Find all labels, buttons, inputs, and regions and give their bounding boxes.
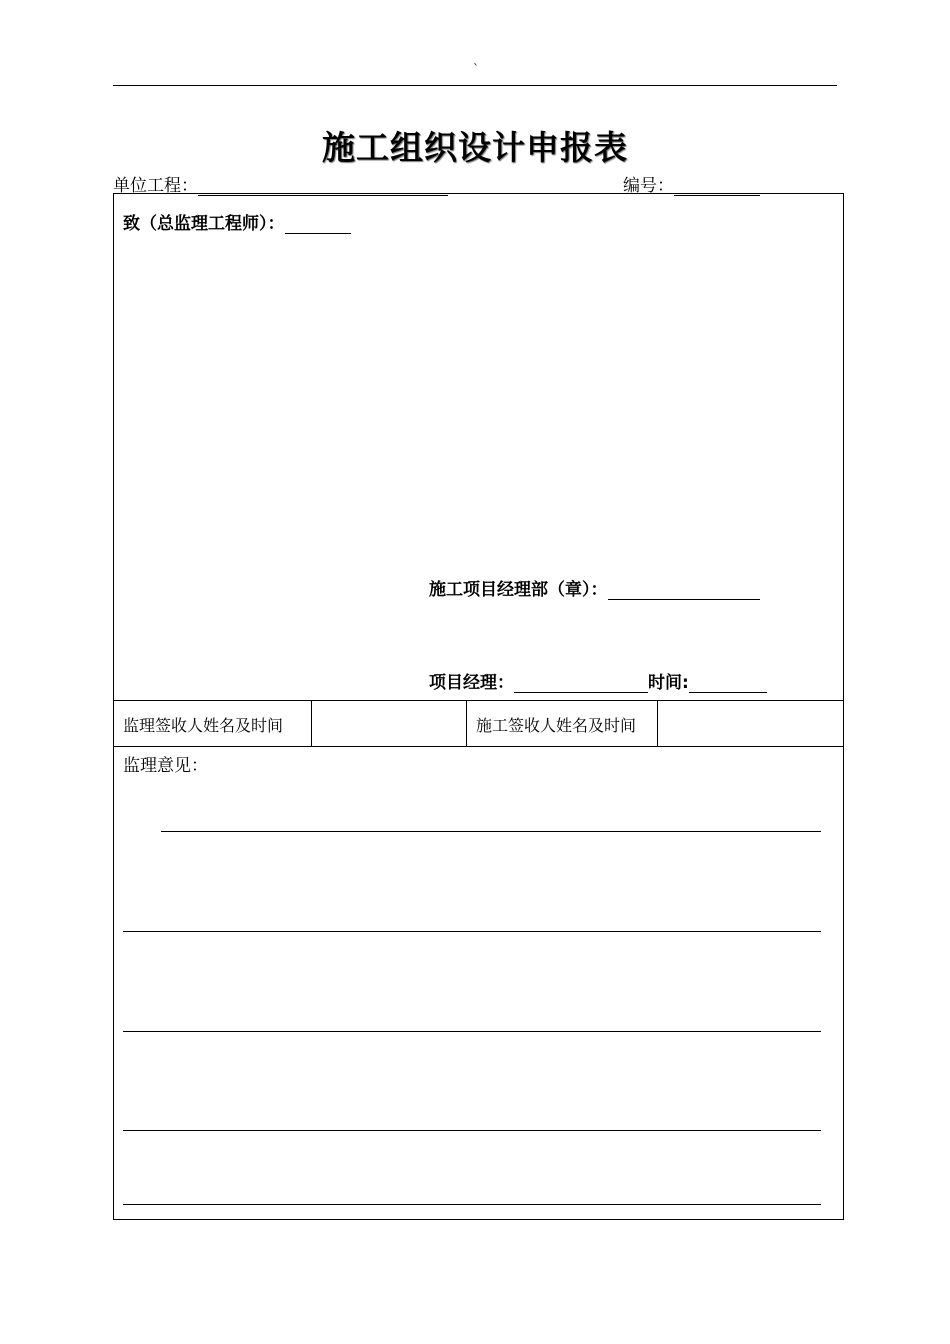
opinion-line-3[interactable] — [123, 1031, 821, 1032]
dept-label: 施工项目经理部（章）： — [429, 580, 608, 600]
header-mark: ` — [473, 62, 479, 76]
dept-row — [429, 575, 760, 600]
time-label: 时间: — [648, 673, 689, 693]
page-title: 施工组织设计申报表 — [322, 128, 628, 167]
signoff-divider-3 — [657, 700, 658, 746]
header-rule — [113, 85, 837, 86]
to-label: 致（总监理工程师）： — [123, 214, 285, 234]
time-field[interactable] — [689, 674, 767, 693]
signoff-divider-2 — [466, 700, 467, 746]
to-row — [123, 209, 351, 234]
opinion-line-1[interactable] — [161, 831, 821, 832]
supervisor-sign-value[interactable] — [319, 713, 459, 733]
dept-stamp-field[interactable] — [608, 581, 760, 600]
manager-row — [429, 668, 767, 693]
unit-project-label: 单位工程： — [113, 176, 198, 196]
signoff-divider-1 — [311, 700, 312, 746]
manager-label: 项目经理： — [429, 673, 514, 693]
opinion-line-5[interactable] — [123, 1204, 821, 1205]
signoff-top-border — [114, 700, 843, 701]
contractor-sign-label: 施工签收人姓名及时间 — [476, 716, 637, 735]
signoff-bottom-border — [114, 746, 843, 747]
opinion-line-4[interactable] — [123, 1130, 821, 1131]
opinion-label: 监理意见： — [123, 756, 208, 776]
to-field[interactable] — [285, 215, 351, 234]
supervisor-sign-label: 监理签收人姓名及时间 — [123, 716, 284, 735]
form-table — [113, 193, 844, 1220]
number-label: 编号： — [623, 176, 674, 196]
contractor-sign-value[interactable] — [666, 713, 836, 733]
manager-field[interactable] — [514, 674, 648, 693]
opinion-line-2[interactable] — [123, 931, 821, 932]
